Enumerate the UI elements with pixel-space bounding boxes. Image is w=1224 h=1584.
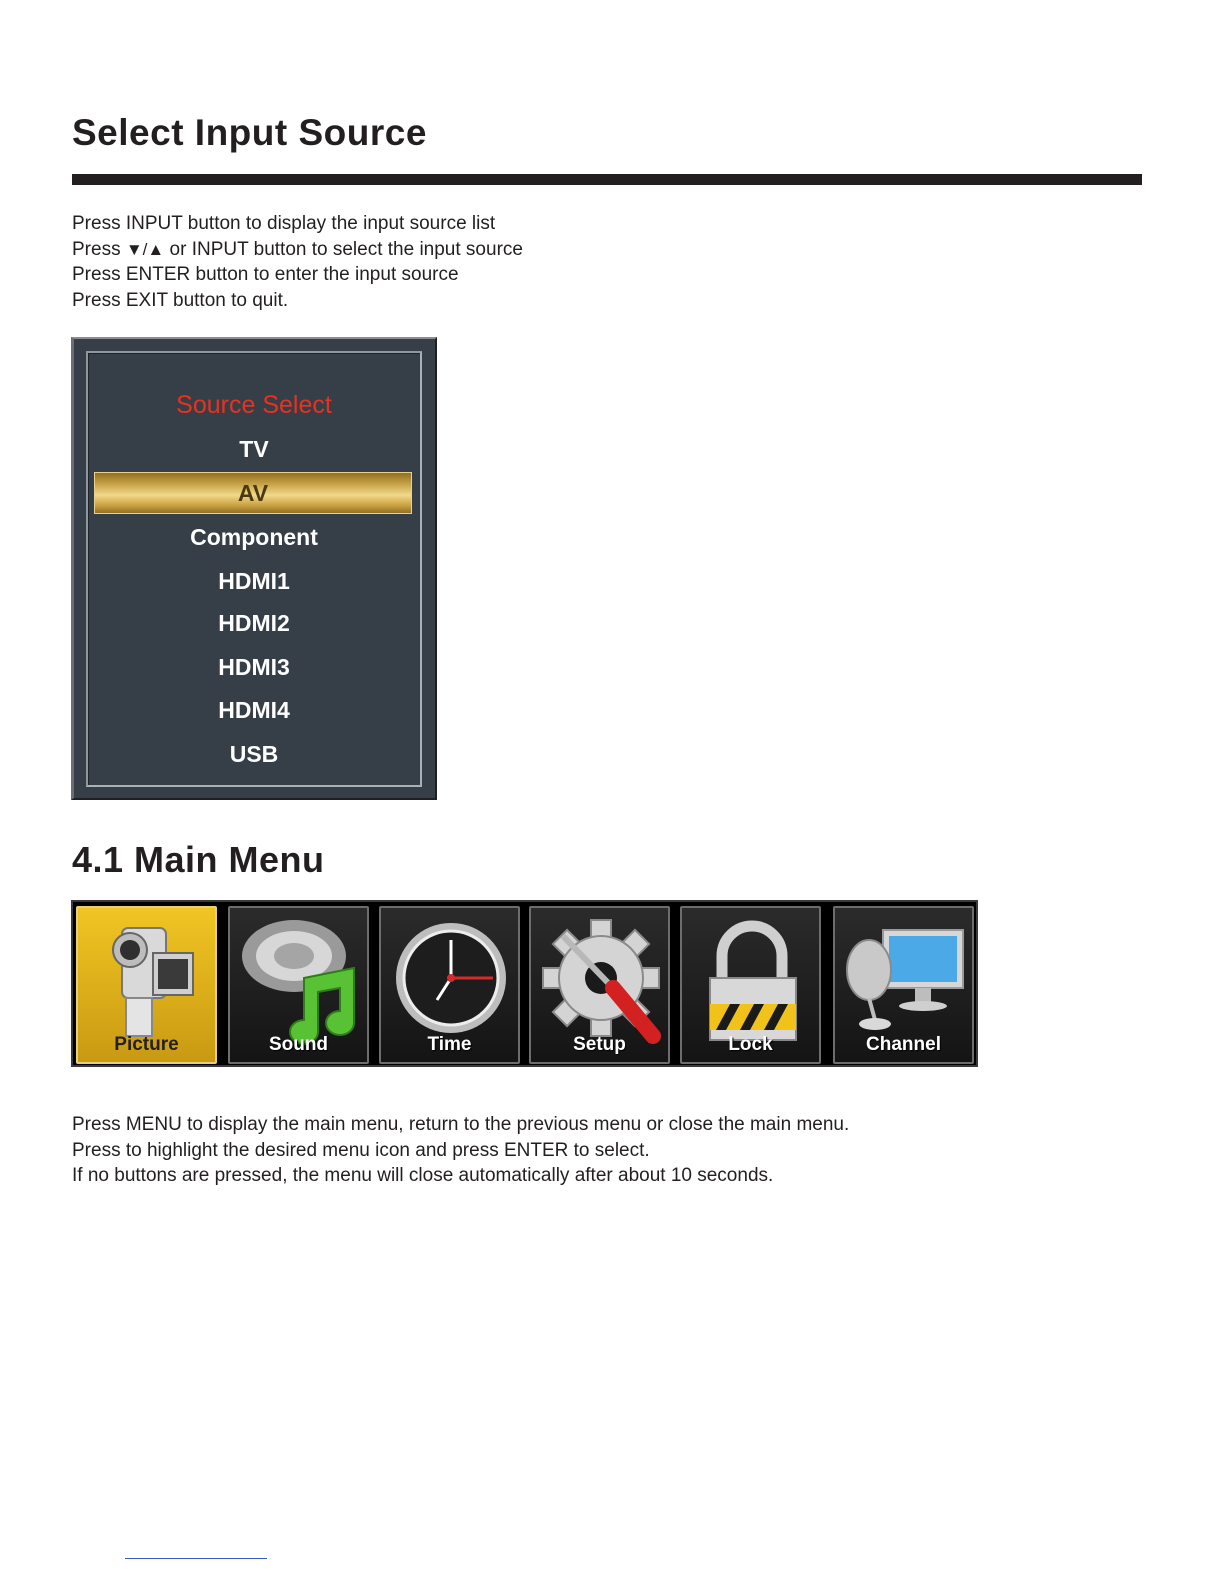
instruction-line: Press to highlight the desired menu icon and press ENTER to select. — [72, 1139, 650, 1161]
source-item-av[interactable]: AV — [94, 472, 412, 514]
source-select-frame — [86, 351, 422, 787]
instruction-prefix: Press — [72, 238, 121, 260]
source-item-hdmi2[interactable]: HDMI2 — [218, 610, 290, 636]
instruction-line: Press EXIT button to quit. — [72, 290, 289, 312]
source-item-hdmi4[interactable]: HDMI4 — [218, 697, 290, 723]
menu-tile-lock[interactable] — [680, 906, 821, 1064]
page-title: Select Input Source — [72, 112, 427, 153]
source-select-title: Source Select — [176, 391, 332, 419]
menu-tile-label: Picture — [114, 1034, 179, 1055]
down-up-arrow-icon: ▼/▲ — [125, 239, 165, 259]
source-item-hdmi3[interactable]: HDMI3 — [218, 654, 290, 680]
menu-tile-label: Sound — [268, 1034, 329, 1055]
instruction-line: Press INPUT button to display the input source list — [72, 213, 496, 234]
instruction-text: or INPUT button to select the input source — [169, 238, 523, 260]
menu-tile-channel[interactable] — [833, 906, 974, 1064]
title-divider — [72, 174, 1142, 185]
main-menu-bar — [71, 900, 978, 1067]
menu-tile-setup[interactable] — [529, 906, 670, 1064]
source-item-usb[interactable]: USB — [229, 741, 279, 767]
source-select-panel — [71, 337, 437, 800]
instruction-line: If no buttons are pressed, the menu will close automatically after about 10 seconds. — [72, 1165, 774, 1187]
menu-instructions — [72, 1112, 849, 1189]
menu-tile-label: Setup — [573, 1034, 626, 1055]
instruction-line: Press ENTER button to enter the input source — [72, 264, 459, 286]
main-menu-heading: 4.1 Main Menu — [72, 839, 325, 880]
source-item-hdmi1[interactable]: HDMI1 — [218, 568, 290, 594]
menu-tile-label: Time — [427, 1034, 472, 1055]
footer-link-underline — [125, 1558, 267, 1559]
menu-tile-label: Channel — [866, 1034, 941, 1055]
menu-tile-picture[interactable] — [76, 906, 217, 1064]
source-item-component[interactable]: Component — [190, 524, 318, 550]
instruction-line — [72, 237, 523, 263]
instruction-line: Press MENU to display the main menu, return to the previous menu or close the main menu. — [72, 1114, 850, 1135]
menu-tile-time[interactable] — [379, 906, 520, 1064]
input-instructions — [72, 211, 523, 314]
menu-tile-sound[interactable] — [228, 906, 369, 1064]
menu-tile-label: Lock — [728, 1034, 773, 1055]
source-item-tv[interactable]: TV — [239, 436, 269, 462]
